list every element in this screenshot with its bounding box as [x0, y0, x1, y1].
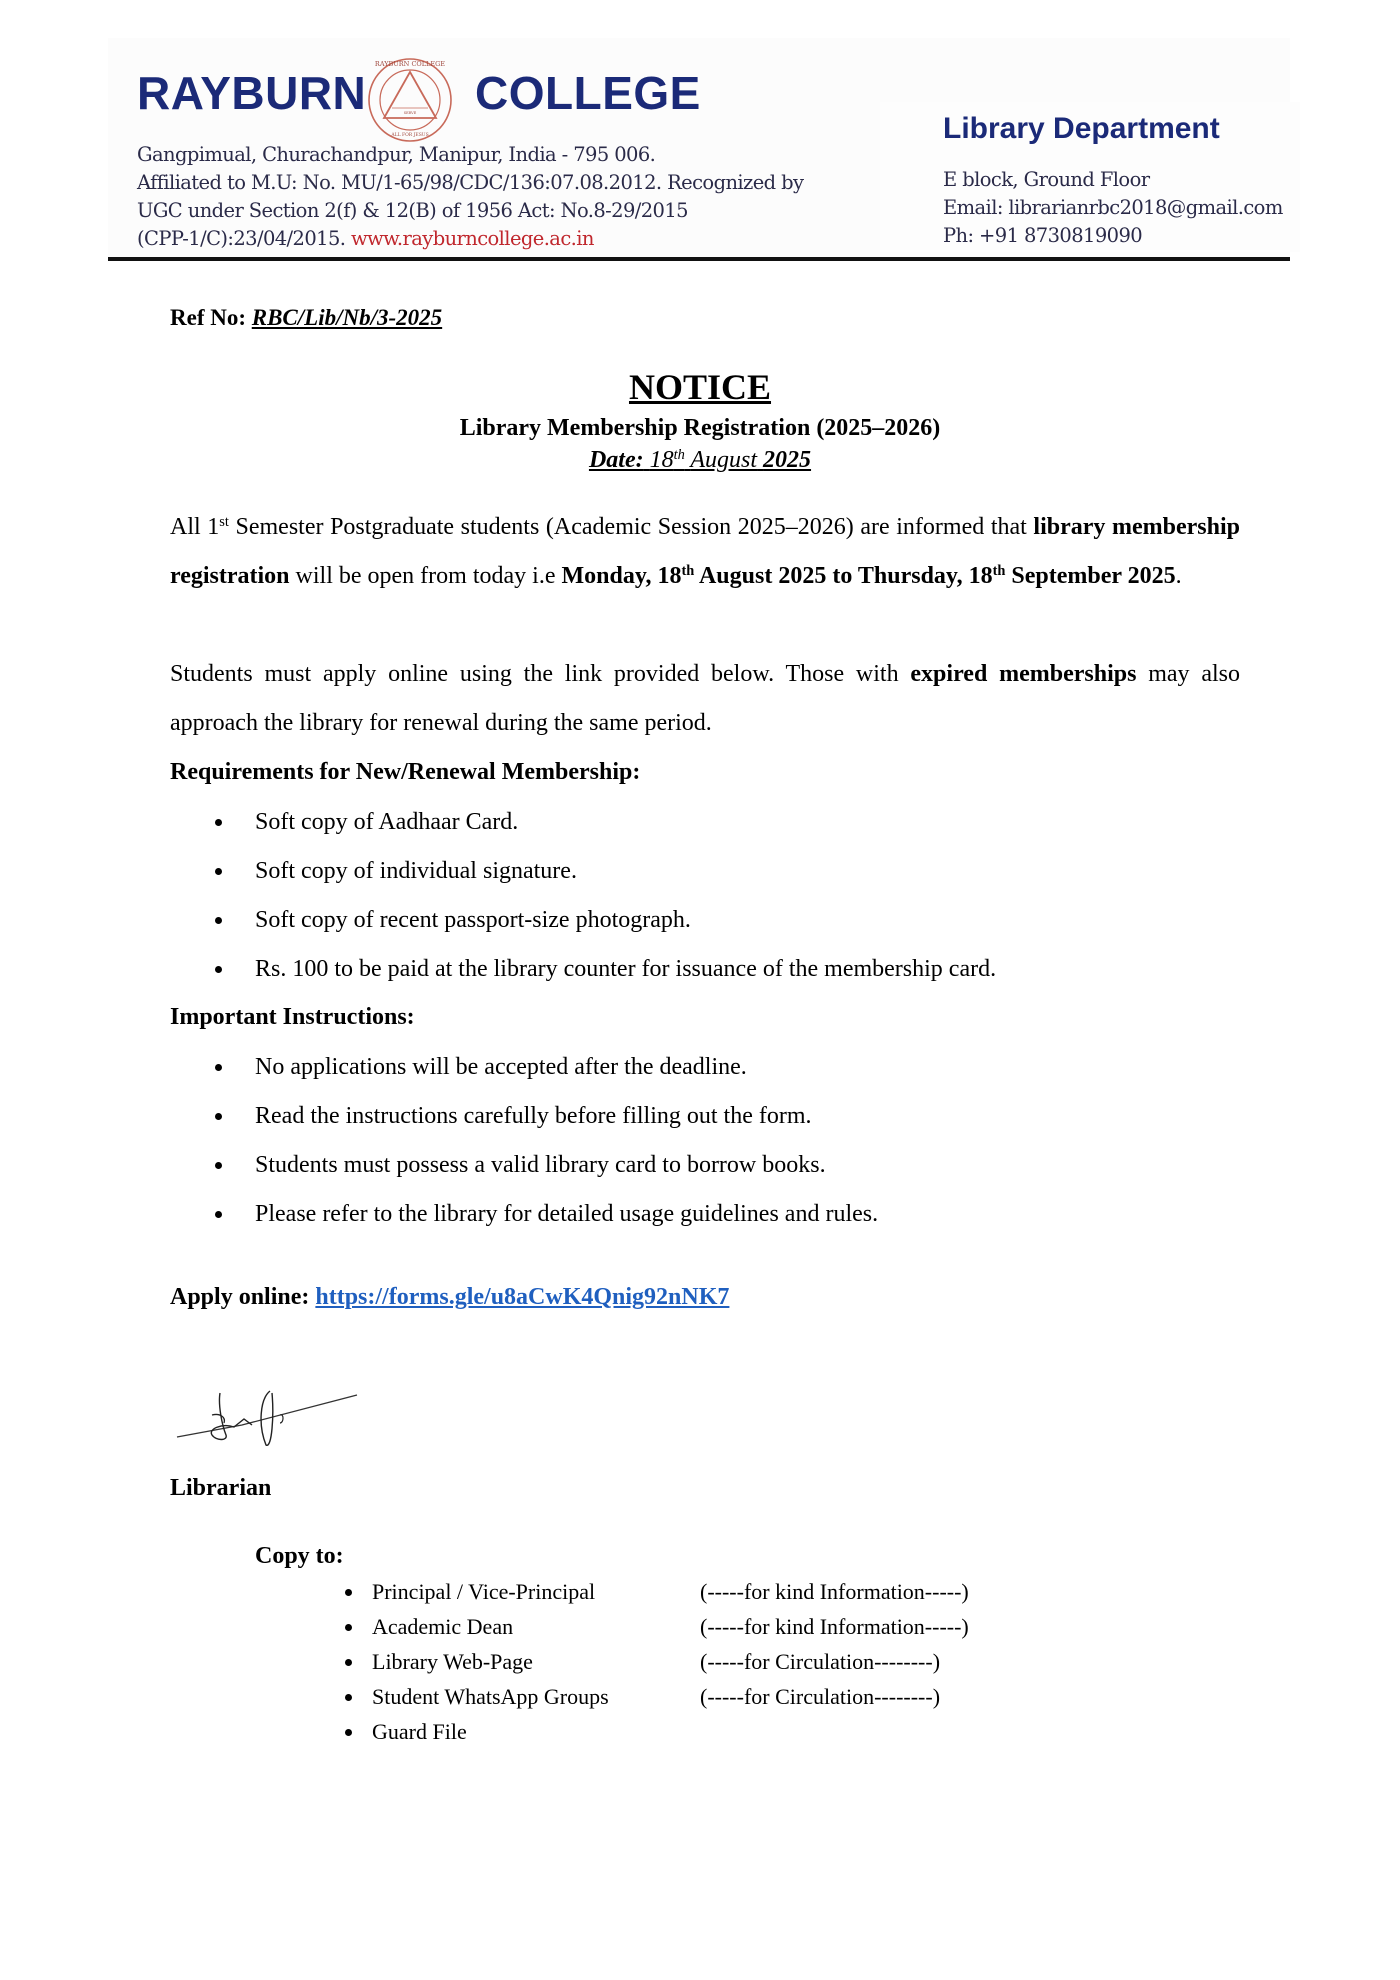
department-title: Library Department	[943, 112, 1220, 145]
bullet-icon	[345, 1694, 352, 1701]
recipient: Principal / Vice-Principal	[372, 1579, 596, 1604]
date-suffix: th	[673, 447, 685, 464]
signature-icon	[172, 1385, 362, 1455]
p2-text: may also approach the library for renewal during the same period.	[170, 661, 1241, 736]
application-form-link[interactable]: https://forms.gle/u8aCwK4Qnig92nNK7	[315, 1284, 730, 1310]
date-year: 2025	[763, 447, 812, 473]
bullet-icon	[215, 1113, 222, 1120]
bullet-icon	[215, 1064, 222, 1071]
notice-subtitle: Library Membership Registration (2025–2026)	[459, 415, 941, 441]
notice-date	[0, 446, 1400, 475]
instructions-list	[170, 1052, 878, 1248]
list-item	[170, 1101, 878, 1150]
intro-paragraph	[170, 503, 1240, 601]
department-phone: Ph: +91 8730819090	[943, 224, 1143, 247]
p1-bold: library membership registration	[170, 514, 1241, 589]
bullet-icon	[215, 868, 222, 875]
college-crest-icon	[366, 56, 454, 144]
bullet-icon	[345, 1729, 352, 1736]
address-line-4	[137, 229, 594, 249]
p1-text: All 1	[170, 514, 220, 540]
list-item	[170, 1199, 878, 1248]
p1-sup: th	[681, 563, 695, 580]
p1-bold: September 2025	[1005, 563, 1176, 589]
requirements-list	[170, 807, 996, 1003]
purpose: (-----for kind Information-----)	[700, 1614, 969, 1639]
college-name-right: COLLEGE	[475, 67, 701, 119]
bullet-icon	[345, 1624, 352, 1631]
bullet-icon	[215, 966, 222, 973]
copy-to-heading: Copy to:	[255, 1543, 344, 1569]
p2-bold: expired memberships	[910, 661, 1137, 687]
address-line-1: Gangpimual, Churachandpur, Manipur, India - 795 006.	[137, 143, 656, 166]
accreditation-text: (CPP-1/C):23/04/2015.	[137, 227, 346, 250]
list-item-text: Soft copy of Aadhaar Card.	[255, 809, 519, 835]
recipient: Library Web-Page	[372, 1649, 533, 1674]
letterhead-divider	[108, 257, 1290, 261]
ref-value: RBC/Lib/Nb/3-2025	[251, 305, 443, 330]
bullet-icon	[215, 1211, 222, 1218]
bullet-icon	[345, 1659, 352, 1666]
list-item-text: Rs. 100 to be paid at the library counter for issuance of the membership card.	[255, 956, 997, 982]
p1-sup: st	[219, 514, 229, 531]
p1-text: .	[1175, 563, 1182, 589]
list-item	[170, 1052, 878, 1101]
date-day: 18	[649, 447, 674, 473]
apply-label: Apply online:	[170, 1284, 310, 1310]
list-item-text: Soft copy of individual signature.	[255, 858, 577, 884]
recipient: Guard File	[372, 1719, 467, 1744]
p1-bold: Monday, 18	[561, 563, 682, 589]
svg-text:SERVE: SERVE	[403, 111, 417, 115]
apply-online	[170, 1283, 729, 1312]
list-item-text: Please refer to the library for detailed usage guidelines and rules.	[255, 1201, 879, 1227]
list-item	[170, 856, 996, 905]
purpose: (-----for Circulation--------)	[700, 1649, 941, 1674]
bullet-icon	[215, 917, 222, 924]
date-label: Date:	[588, 447, 644, 473]
signatory-title: Librarian	[170, 1475, 272, 1501]
p1-sup: th	[992, 563, 1006, 580]
college-website-link[interactable]: www.rayburncollege.ac.in	[350, 227, 594, 250]
purpose: (-----for kind Information-----)	[700, 1579, 969, 1604]
reference-number	[170, 304, 442, 332]
list-item-text: No applications will be accepted after the deadline.	[255, 1054, 747, 1080]
apply-paragraph	[170, 650, 1240, 748]
list-item-text: Soft copy of recent passport-size photograph.	[255, 907, 691, 933]
list-item	[170, 954, 996, 1003]
list-item	[170, 1150, 878, 1199]
purpose: (-----for Circulation--------)	[700, 1684, 941, 1709]
recipient: Student WhatsApp Groups	[372, 1684, 609, 1709]
svg-text:ALL FOR JESUS: ALL FOR JESUS	[391, 133, 429, 138]
notice-title: NOTICE	[628, 367, 772, 407]
address-line-2: Affiliated to M.U: No. MU/1-65/98/CDC/136:07.08.2012. Recognized by	[137, 171, 804, 194]
bullet-icon	[215, 819, 222, 826]
address-line-3: UGC under Section 2(f) & 12(B) of 1956 Act: No.8-29/2015	[137, 199, 688, 222]
list-item-text: Students must possess a valid library card to borrow books.	[255, 1152, 826, 1178]
p1-bold: August 2025 to Thursday, 18	[694, 563, 993, 589]
department-location: E block, Ground Floor	[943, 168, 1150, 191]
bullet-icon	[345, 1589, 352, 1596]
svg-text:RAYBURN COLLEGE: RAYBURN COLLEGE	[374, 60, 446, 68]
list-item	[170, 807, 996, 856]
requirements-heading: Requirements for New/Renewal Membership:	[170, 759, 641, 785]
recipient: Academic Dean	[372, 1614, 514, 1639]
date-month: August	[690, 447, 758, 473]
ref-label: Ref No:	[170, 305, 246, 330]
p1-text: will be open from today i.e	[289, 563, 562, 589]
p2-text: Students must apply online using the link provided below. Those with	[170, 661, 911, 687]
list-item	[170, 905, 996, 954]
instructions-heading: Important Instructions:	[170, 1004, 415, 1030]
college-name-left: RAYBURN	[137, 67, 367, 119]
bullet-icon	[215, 1162, 222, 1169]
p1-text: Semester Postgraduate students (Academic Session 2025–2026) are informed that	[228, 514, 1034, 540]
list-item-text: Read the instructions carefully before filling out the form.	[255, 1103, 812, 1129]
department-email[interactable]: Email: librarianrbc2018@gmail.com	[943, 196, 1283, 219]
